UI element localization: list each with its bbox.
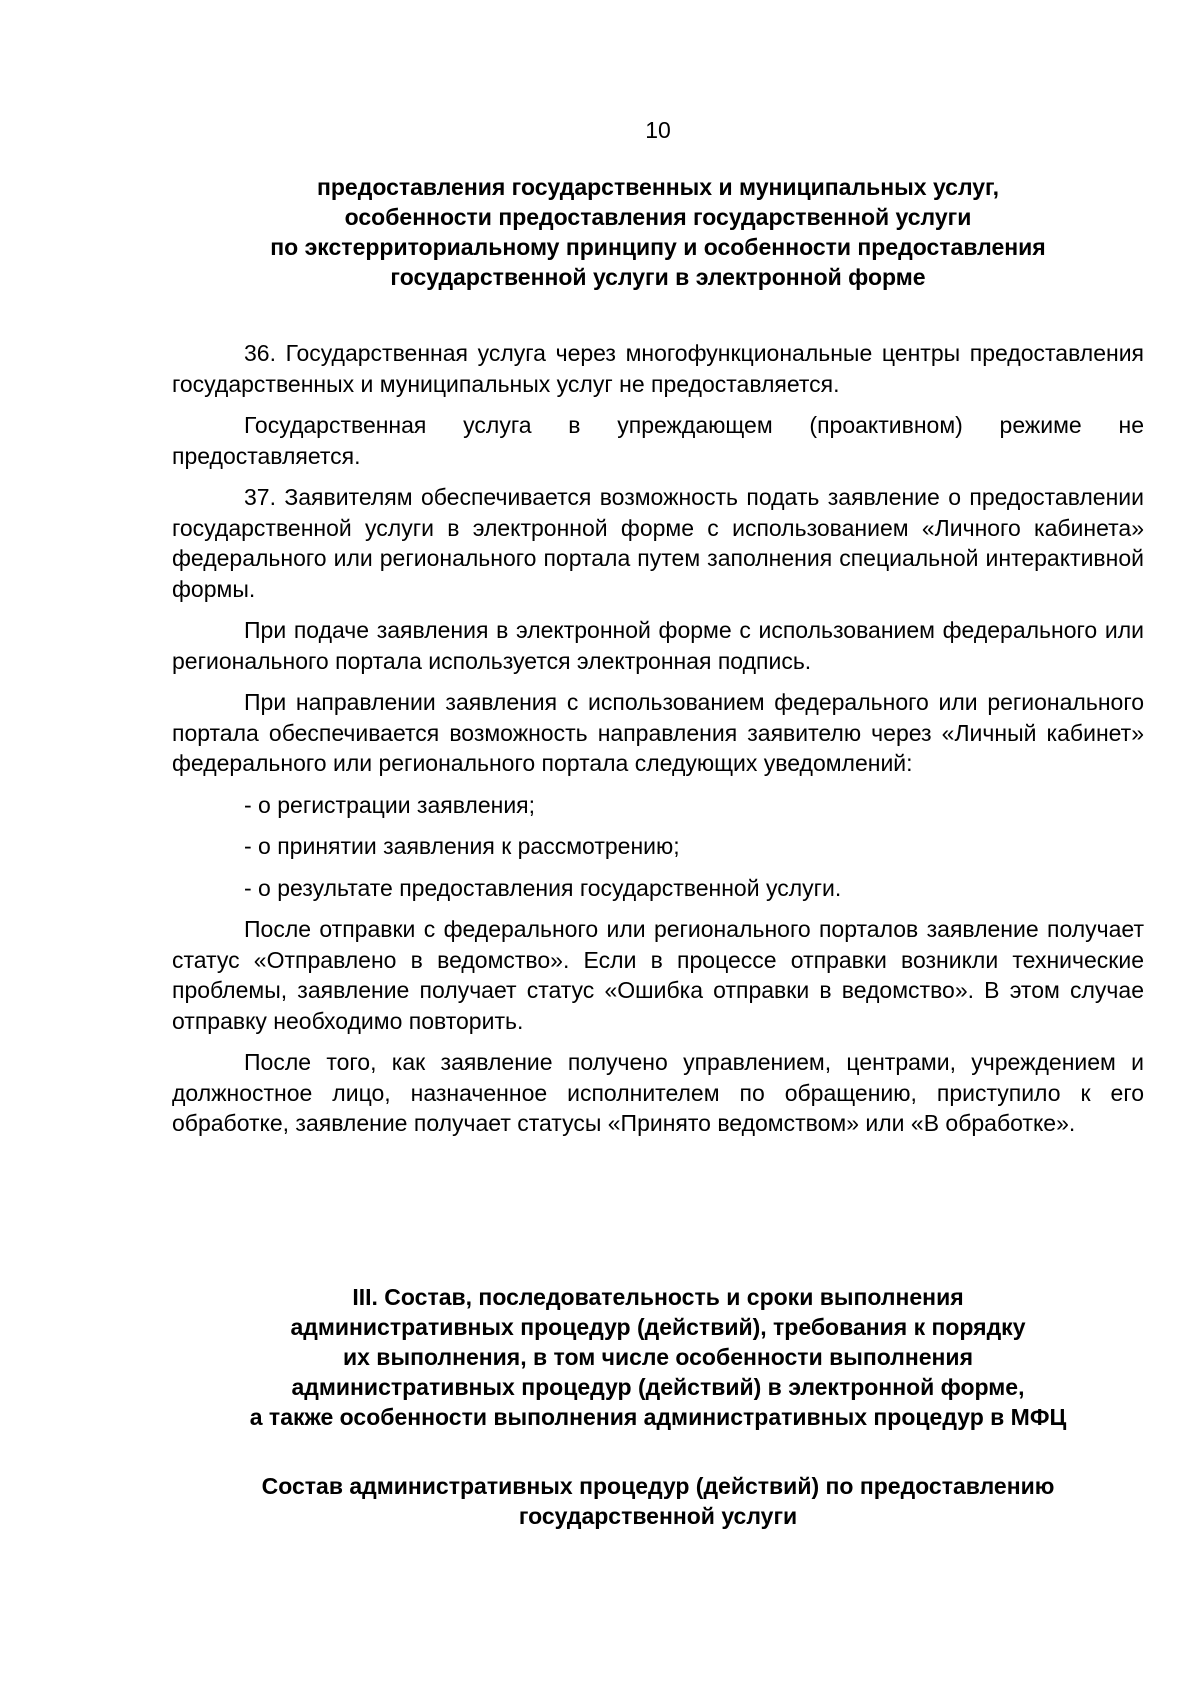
paragraph-notifications: При направлении заявления с использованием федерального или регионального портала обеспечивается возможность направления заявителю через «Личный кабинет» федерального или регионального портала следующих уведомлений:: [172, 689, 1144, 776]
list-item: - о регистрации заявления;: [244, 791, 536, 818]
paragraph-status-accepted: После того, как заявление получено управлением, центрами, учреждением и должностное лицо, назначенное исполнителем по обращению, приступило к его обработке, заявление получает статусы «Принято ведомством» или «В обработке».: [172, 1049, 1144, 1136]
section-title: [172, 1282, 1144, 1432]
heading-line: административных процедур (действий), требования к порядку: [290, 1314, 1026, 1340]
paragraph-36: 36. Государственная услуга через многофункциональные центры предоставления государственных и муниципальных услуг не предоставляется.: [172, 340, 1144, 397]
paragraph-status-sent: После отправки с федерального или регионального порталов заявление получает статус «Отправлено в ведомство». Если в процессе отправки возникли технические проблемы, заявление получает статус «Ошибка отправки в ведомство». В этом случае отправку необходимо повторить.: [172, 916, 1144, 1034]
heading-line: а также особенности выполнения административных процедур в МФЦ: [249, 1404, 1067, 1430]
paragraph-proactive: Государственная услуга в упреждающем (проактивном) режиме не предоставляется.: [172, 412, 1144, 469]
heading-line: III. Состав, последовательность и сроки выполнения: [352, 1284, 964, 1310]
heading-line: предоставления государственных и муниципальных услуг,: [316, 174, 999, 200]
heading-line: особенности предоставления государственной услуги: [344, 204, 972, 230]
list-item: - о результате предоставления государственной услуги.: [244, 874, 842, 901]
paragraph-signature: При подаче заявления в электронной форме с использованием федерального или регионального портала используется электронная подпись.: [172, 617, 1144, 674]
heading-line: Состав административных процедур (действий) по предоставлению: [261, 1473, 1055, 1499]
paragraph-37: 37. Заявителям обеспечивается возможность подать заявление о предоставлении государственной услуги в электронной форме с использованием «Личного кабинета» федерального или регионального портала путем заполнения специальной интерактивной формы.: [172, 484, 1144, 602]
subsection-title: [172, 1471, 1144, 1531]
heading-line: административных процедур (действий) в электронной форме,: [291, 1374, 1025, 1400]
list-item: - о принятии заявления к рассмотрению;: [244, 833, 680, 859]
page-number: 10: [645, 117, 671, 143]
body-text: [172, 338, 1144, 1150]
section-heading: [172, 172, 1144, 292]
heading-line: по экстерриториальному принципу и особенности предоставления: [270, 234, 1046, 260]
heading-line: государственной услуги: [518, 1503, 798, 1529]
heading-line: их выполнения, в том числе особенности выполнения: [342, 1344, 973, 1370]
heading-line: государственной услуги в электронной форме: [390, 264, 926, 290]
